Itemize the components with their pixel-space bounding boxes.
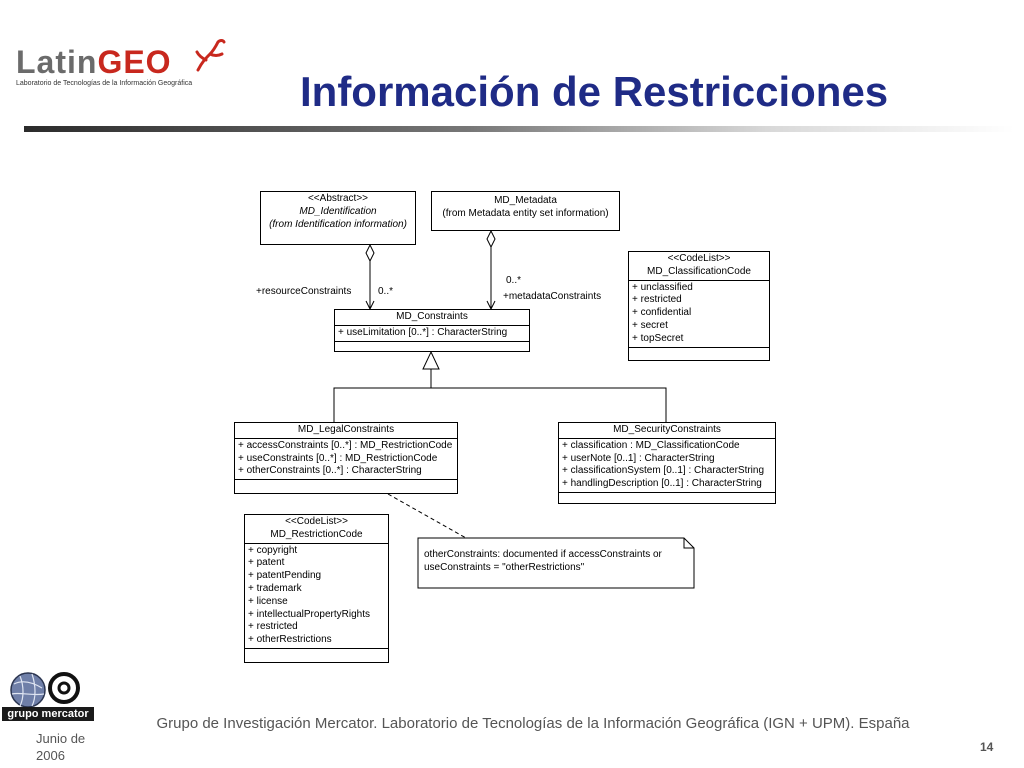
attribute: + unclassified <box>632 281 693 293</box>
generalization-line-legal <box>334 388 431 422</box>
slide-title: Información de Restricciones <box>300 68 889 115</box>
attribute: + classificationSystem [0..1] : CharacterString <box>562 465 765 477</box>
attribute: + patent <box>248 557 285 569</box>
attribute: + useLimitation [0..*] : CharacterString <box>338 326 508 338</box>
stereotype-label: <<CodeList>> <box>285 516 348 527</box>
uml-note <box>418 538 694 588</box>
class-name: MD_Metadata <box>494 195 557 206</box>
attribute: + confidential <box>632 307 692 319</box>
attribute: + intellectualPropertyRights <box>248 608 371 620</box>
role-label-resource-constraints: +resourceConstraints <box>256 286 352 297</box>
attribute: + useConstraints [0..*] : MD_RestrictionCode <box>238 452 438 464</box>
class-name: MD_Identification <box>299 205 377 217</box>
class-md-legalconstraints <box>234 422 458 494</box>
class-name: MD_LegalConstraints <box>235 423 457 439</box>
attribute: + accessConstraints [0..*] : MD_RestrictionCode <box>238 439 453 451</box>
logo-subtitle: Laboratorio de Tecnologías de la Información Geográfica <box>16 80 193 87</box>
note-connector <box>388 494 466 538</box>
attribute: + userNote [0..1] : CharacterString <box>562 452 715 464</box>
class-name: MD_ClassificationCode <box>647 265 751 277</box>
logo-text-latin: Latin <box>16 44 98 80</box>
attribute: + secret <box>632 319 668 331</box>
attribute: + otherRestrictions <box>248 634 332 646</box>
page-number: 14 <box>980 740 994 754</box>
attribute: + patentPending <box>248 570 322 582</box>
class-source: (from Metadata entity set information) <box>442 207 609 219</box>
generalization-line-security <box>431 388 666 422</box>
stereotype-label: <<Abstract>> <box>307 193 369 204</box>
footer-logo-text: grupo mercator <box>2 707 94 721</box>
role-label-metadata-constraints: +metadataConstraints <box>503 291 602 302</box>
attribute: + otherConstraints [0..*] : CharacterString <box>238 465 422 477</box>
aggregation-diamond-metadata <box>487 231 495 247</box>
class-source: (from Identification information) <box>269 218 407 230</box>
attribute: + restricted <box>632 294 682 306</box>
logo-text-geo: GEO <box>97 44 172 80</box>
attribute: + restricted <box>248 621 298 633</box>
note-text: otherConstraints: documented if accessConstraints or useConstraints = "otherRestrictions" <box>424 549 662 573</box>
class-md-restrictioncode <box>244 514 389 663</box>
class-md-metadata <box>431 191 620 231</box>
class-name: MD_RestrictionCode <box>270 528 363 540</box>
attribute: + copyright <box>248 544 298 556</box>
class-name: MD_SecurityConstraints <box>559 423 775 439</box>
attribute: + license <box>248 595 288 607</box>
class-name: MD_Constraints <box>335 310 529 326</box>
aggregation-diamond-identification <box>366 245 374 261</box>
generalization-triangle <box>423 352 439 369</box>
multiplicity-label-metadata: 0..* <box>506 275 522 286</box>
attribute: + trademark <box>248 582 302 594</box>
class-md-constraints <box>334 309 530 352</box>
multiplicity-label-resource: 0..* <box>378 286 394 297</box>
attribute: + topSecret <box>632 332 684 344</box>
class-md-classificationcode <box>628 251 770 361</box>
attribute: + handlingDescription [0..1] : CharacterString <box>562 478 762 490</box>
class-md-identification <box>260 191 416 245</box>
attribute: + classification : MD_ClassificationCode <box>562 439 740 451</box>
footer-text: Grupo de Investigación Mercator. Laboratorio de Tecnologías de la Información Geográfica (IGN + UPM). España <box>156 715 910 732</box>
class-md-securityconstraints <box>558 422 776 504</box>
stereotype-label: <<CodeList>> <box>667 253 731 264</box>
footer-date: Junio de 2006 <box>36 731 86 763</box>
